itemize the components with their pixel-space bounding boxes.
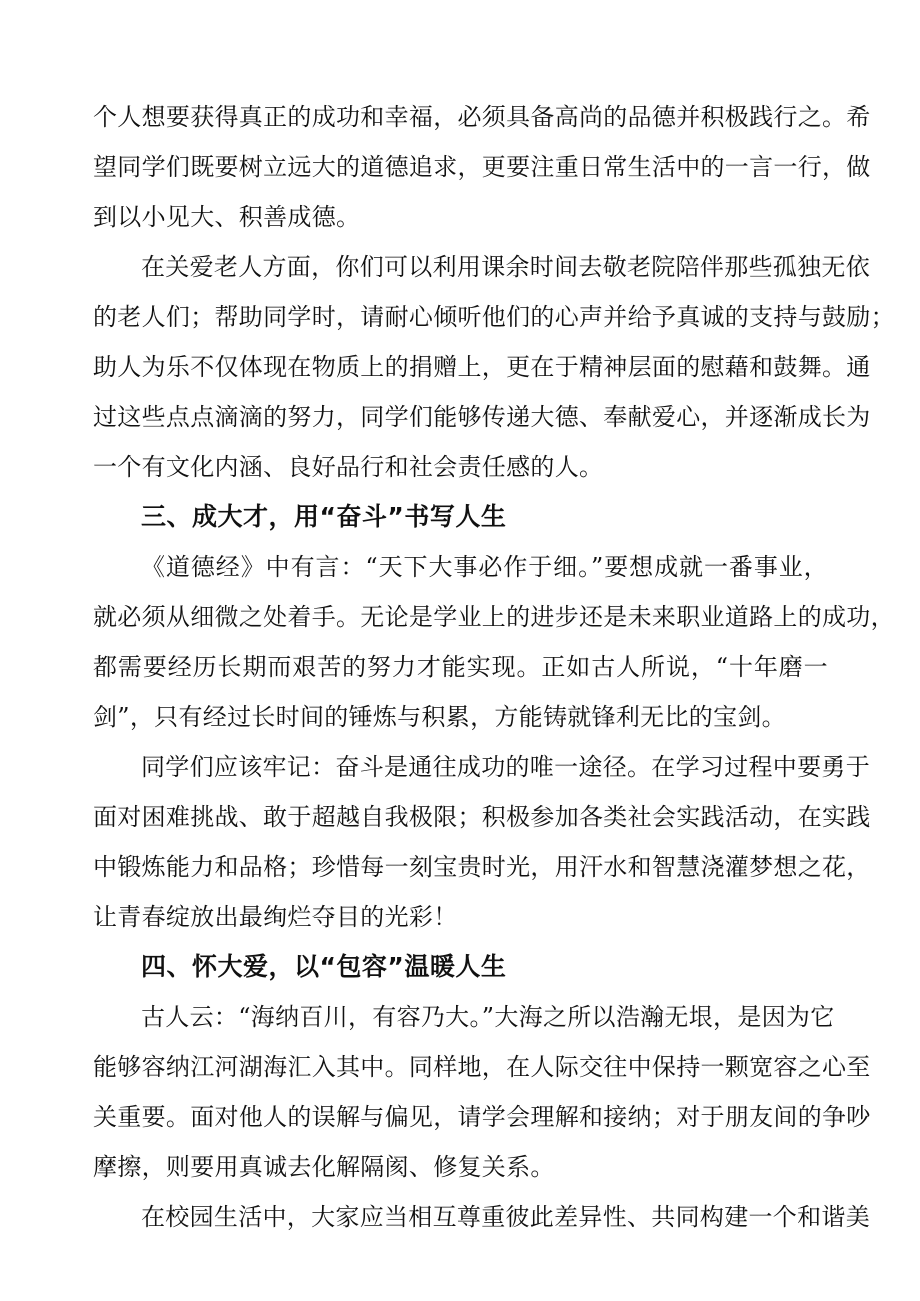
section-heading-4: 四、怀大爱，以“包容”温暖人生 [141, 952, 507, 981]
paragraph-4 [93, 742, 871, 942]
paragraph-line: 剑”，只有经过长时间的锤炼与积累，方能铸就锋利无比的宝剑。 [93, 703, 786, 731]
paragraph-5 [93, 992, 871, 1192]
paragraph-line: 《道德经》中有言：“天下大事必作于细。”要想成就一番事业， [141, 553, 828, 581]
paragraph-1 [93, 92, 871, 242]
paragraph-line: 助人为乐不仅体现在物质上的捐赠上，更在于精神层面的慰藉和鼓舞。通 [93, 353, 871, 381]
paragraph-line: 望同学们既要树立远大的道德追求，更要注重日常生活中的一言一行，做 [93, 153, 871, 181]
paragraph-line: 个人想要获得真正的成功和幸福，必须具备高尚的品德并积极践行之。希 [93, 103, 871, 131]
paragraph-line: 让青春绽放出最绚烂夺目的光彩！ [93, 903, 458, 931]
paragraph-line: 摩擦，则要用真诚去化解隔阂、修复关系。 [93, 1153, 555, 1181]
paragraph-line: 就必须从细微之处着手。无论是学业上的进步还是未来职业道路上的成功， [93, 603, 895, 631]
paragraph-line: 过这些点点滴滴的努力，同学们能够传递大德、奉献爱心，并逐渐成长为 [93, 403, 871, 431]
paragraph-line: 同学们应该牢记：奋斗是通往成功的唯一途径。在学习过程中要勇于 [141, 753, 870, 781]
paragraph-2 [93, 242, 895, 492]
paragraph-line: 都需要经历长期而艰苦的努力才能实现。正如古人所说，“十年磨一 [93, 653, 828, 681]
paragraph-line: 面对困难挑战、敢于超越自我极限；积极参加各类社会实践活动，在实践 [93, 803, 871, 831]
paragraph-3 [93, 542, 895, 742]
paragraph-line: 能够容纳江河湖海汇入其中。同样地，在人际交往中保持一颗宽容之心至 [93, 1053, 871, 1081]
paragraph-line: 在校园生活中，大家应当相互尊重彼此差异性、共同构建一个和谐美 [141, 1203, 870, 1231]
paragraph-line: 关重要。面对他人的误解与偏见，请学会理解和接纳；对于朋友间的争吵 [93, 1103, 871, 1131]
document-page [93, 92, 895, 1242]
paragraph-line: 中锻炼能力和品格；珍惜每一刻宝贵时光，用汗水和智慧浇灌梦想之花， [93, 853, 871, 881]
paragraph-line: 的老人们；帮助同学时，请耐心倾听他们的心声并给予真诚的支持与鼓励； [93, 303, 895, 331]
paragraph-line: 到以小见大、积善成德。 [93, 203, 361, 231]
paragraph-6 [93, 1192, 870, 1242]
section-heading-3: 三、成大才，用“奋斗”书写人生 [141, 502, 507, 531]
paragraph-line: 在关爱老人方面，你们可以利用课余时间去敬老院陪伴那些孤独无依 [141, 253, 870, 281]
paragraph-line: 一个有文化内涵、良好品行和社会责任感的人。 [93, 453, 604, 481]
paragraph-line: 古人云：“海纳百川，有容乃大。”大海之所以浩瀚无垠，是因为它 [141, 1003, 835, 1031]
